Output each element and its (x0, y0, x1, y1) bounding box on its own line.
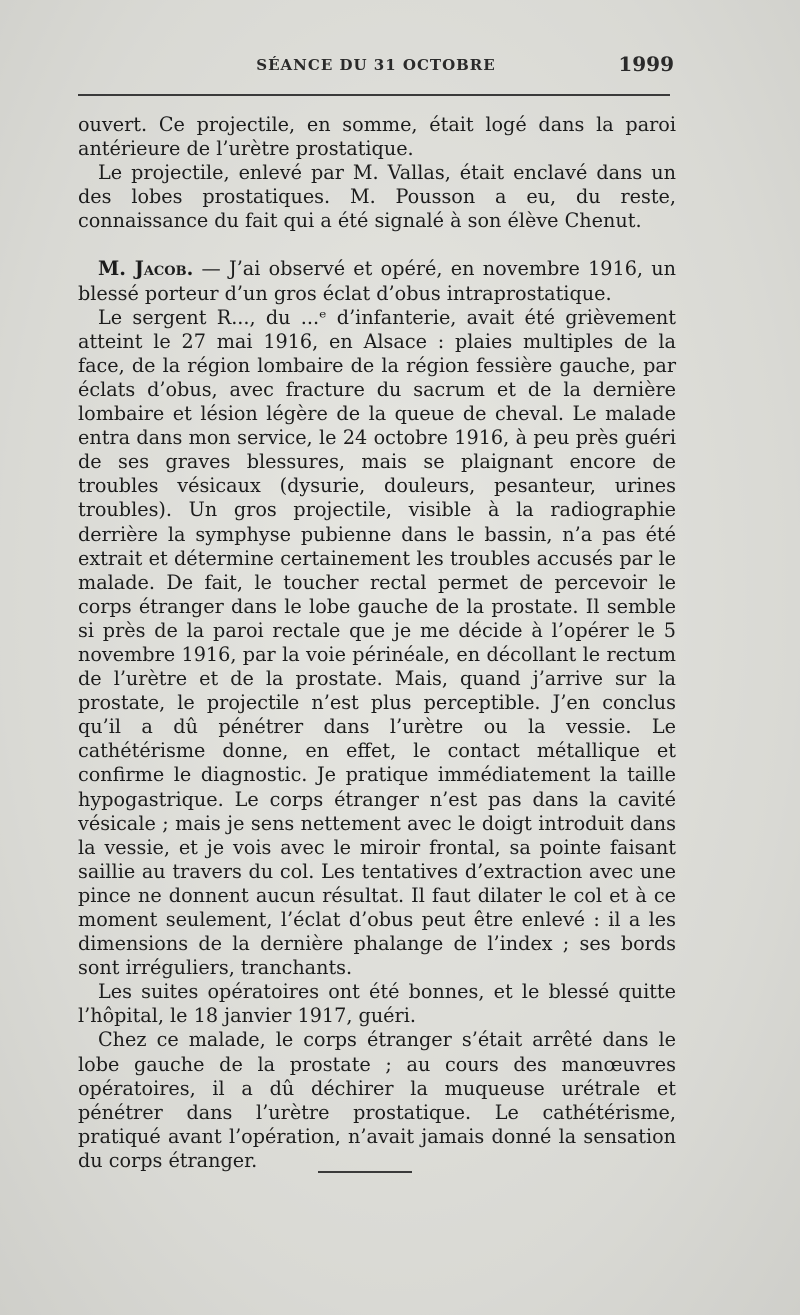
paragraph: Le projectile, enlevé par M. Vallas, était enclavé dans un des lobes prostatiques. M. Pousson a eu, du reste, connaissance du fait qui a été signalé à son élève Chenut. (78, 161, 676, 233)
page-header (78, 52, 674, 82)
running-title: SÉANCE DU 31 OCTOBRE (256, 56, 496, 74)
speaker-text: — J’ai observé et opéré, en novembre 1916, un blessé porteur d’un gros éclat d’obus intraprostatique. (78, 257, 676, 305)
paragraph: Le sergent R..., du ...ᵉ d’infanterie, avait été grièvement atteint le 27 mai 1916, en Alsace : plaies multiples de la face, de la région lombaire de la région fessière gauche, par éclats d’obus, avec fracture du sacrum et de la dernière lombaire et lésion légère de la queue de cheval. Le malade entra dans mon service, le 24 octobre 1916, à peu près guéri de ses graves blessures, mais se plaignant encore de troubles vésicaux (dysurie, douleurs, pesanteur, urines troubles). Un gros projectile, visible à la radiographie derrière la symphyse pubienne dans le bassin, n’a pas été extrait et détermine certainement les troubles accusés par le malade. De fait, le toucher rectal permet de percevoir le corps étranger dans le lobe gauche de la prostate. Il semble si près de la paroi rectale que je me décide à l’opérer le 5 novembre 1916, par la voie périnéale, en décollant le rectum de l’urètre et de la prostate. Mais, quand j’arrive sur la prostate, le projectile n’est plus perceptible. J’en conclus qu’il a dû pénétrer dans l’urètre ou la vessie. Le cathétérisme donne, en effet, le contact métallique et confirme le diagnostic. Je pratique immédiatement la taille hypogastrique. Le corps étranger n’est pas dans la cavité vésicale ; mais je sens nettement avec le doigt introduit dans la vessie, et je vois avec le miroir frontal, sa pointe faisant saillie au travers du col. Les tentatives d’extraction avec une pince ne donnent aucun résultat. Il faut dilater le col et à ce moment seulement, l’éclat d’obus peut être enlevé : il a les dimensions de la dernière phalange de l’index ; ses bords sont irréguliers, tranchants. (78, 305, 676, 980)
header-rule (78, 94, 670, 96)
end-rule (318, 1171, 412, 1173)
body-text (78, 113, 676, 1173)
speaker-paragraph (78, 257, 676, 305)
paragraph: Les suites opératoires ont été bonnes, et le blessé quitte l’hôpital, le 18 janvier 1917, guéri. (78, 980, 676, 1028)
paragraph: Chez ce malade, le corps étranger s’était arrêté dans le lobe gauche de la prostate ; au cours des manœuvres opératoires, il a dû déchirer la muqueuse urétrale et pénétrer dans l’urètre prostatique. Le cathétérisme, pratiqué avant l’opération, n’avait jamais donné la sensation du corps étranger. (78, 1028, 676, 1172)
paragraph: ouvert. Ce projectile, en somme, était logé dans la paroi antérieure de l’urètre prostatique. (78, 113, 676, 161)
speaker-name: M. Jacob. (98, 257, 194, 281)
page-number: 1999 (618, 52, 674, 76)
